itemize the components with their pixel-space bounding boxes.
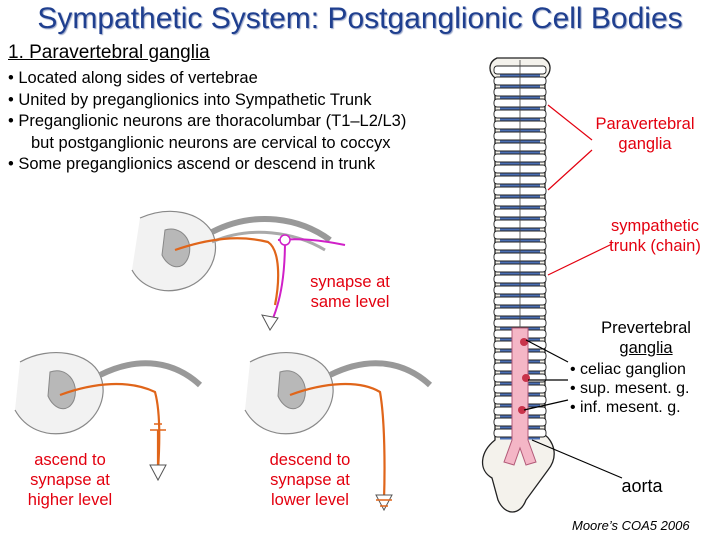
label-line: Paravertebral (595, 115, 695, 133)
label-line: ascend to (34, 451, 106, 469)
sup-mesent-ganglion-dot (522, 374, 530, 382)
label-line: same level (310, 293, 390, 311)
cross-section-same-level (132, 211, 345, 330)
ascend-label (14, 450, 126, 510)
list-item: • inf. mesent. g. (570, 399, 681, 416)
label-line: synapse at (270, 471, 350, 489)
bullet-item: • Located along sides of vertebrae (8, 69, 258, 87)
prevertebral-list (570, 360, 689, 417)
celiac-ganglion-dot (520, 338, 528, 346)
trunk-label (590, 216, 720, 256)
label-line: lower level (271, 491, 349, 509)
label-line: synapse at (310, 273, 390, 291)
prevertebral-label (576, 318, 716, 358)
label-line: trunk (chain) (609, 237, 701, 255)
label-line: sympathetic (610, 217, 700, 235)
slide-title: Sympathetic System: Postganglionic Cell Bodies (37, 2, 683, 35)
bullet-item: • Preganglionic neurons are thoracolumbar (T1–L2/L3) (8, 112, 407, 130)
bullet-item: • United by preganglionics into Sympathetic Trunk (8, 90, 372, 109)
bullet-item: but postganglionic neurons are cervical to coccyx (31, 133, 391, 152)
label-line: higher level (27, 491, 113, 509)
label-line: ganglia (619, 339, 673, 357)
list-item: • sup. mesent. g. (570, 380, 690, 397)
section-heading: 1. Paravertebral ganglia (8, 42, 210, 63)
label-line: synapse at (30, 471, 110, 489)
aorta-label: aorta (621, 476, 663, 496)
credit-text: Moore’s COA5 2006 (572, 518, 690, 533)
synapse-same-level-label (300, 272, 400, 312)
label-line: Prevertebral (601, 319, 691, 337)
label-line: descend to (269, 451, 351, 469)
paravertebral-label (578, 114, 712, 154)
descend-label (256, 450, 364, 510)
list-item: • celiac ganglion (570, 361, 686, 378)
label-line: ganglia (618, 135, 672, 153)
bullet-item: • Some preganglionics ascend or descend in trunk (8, 155, 376, 173)
